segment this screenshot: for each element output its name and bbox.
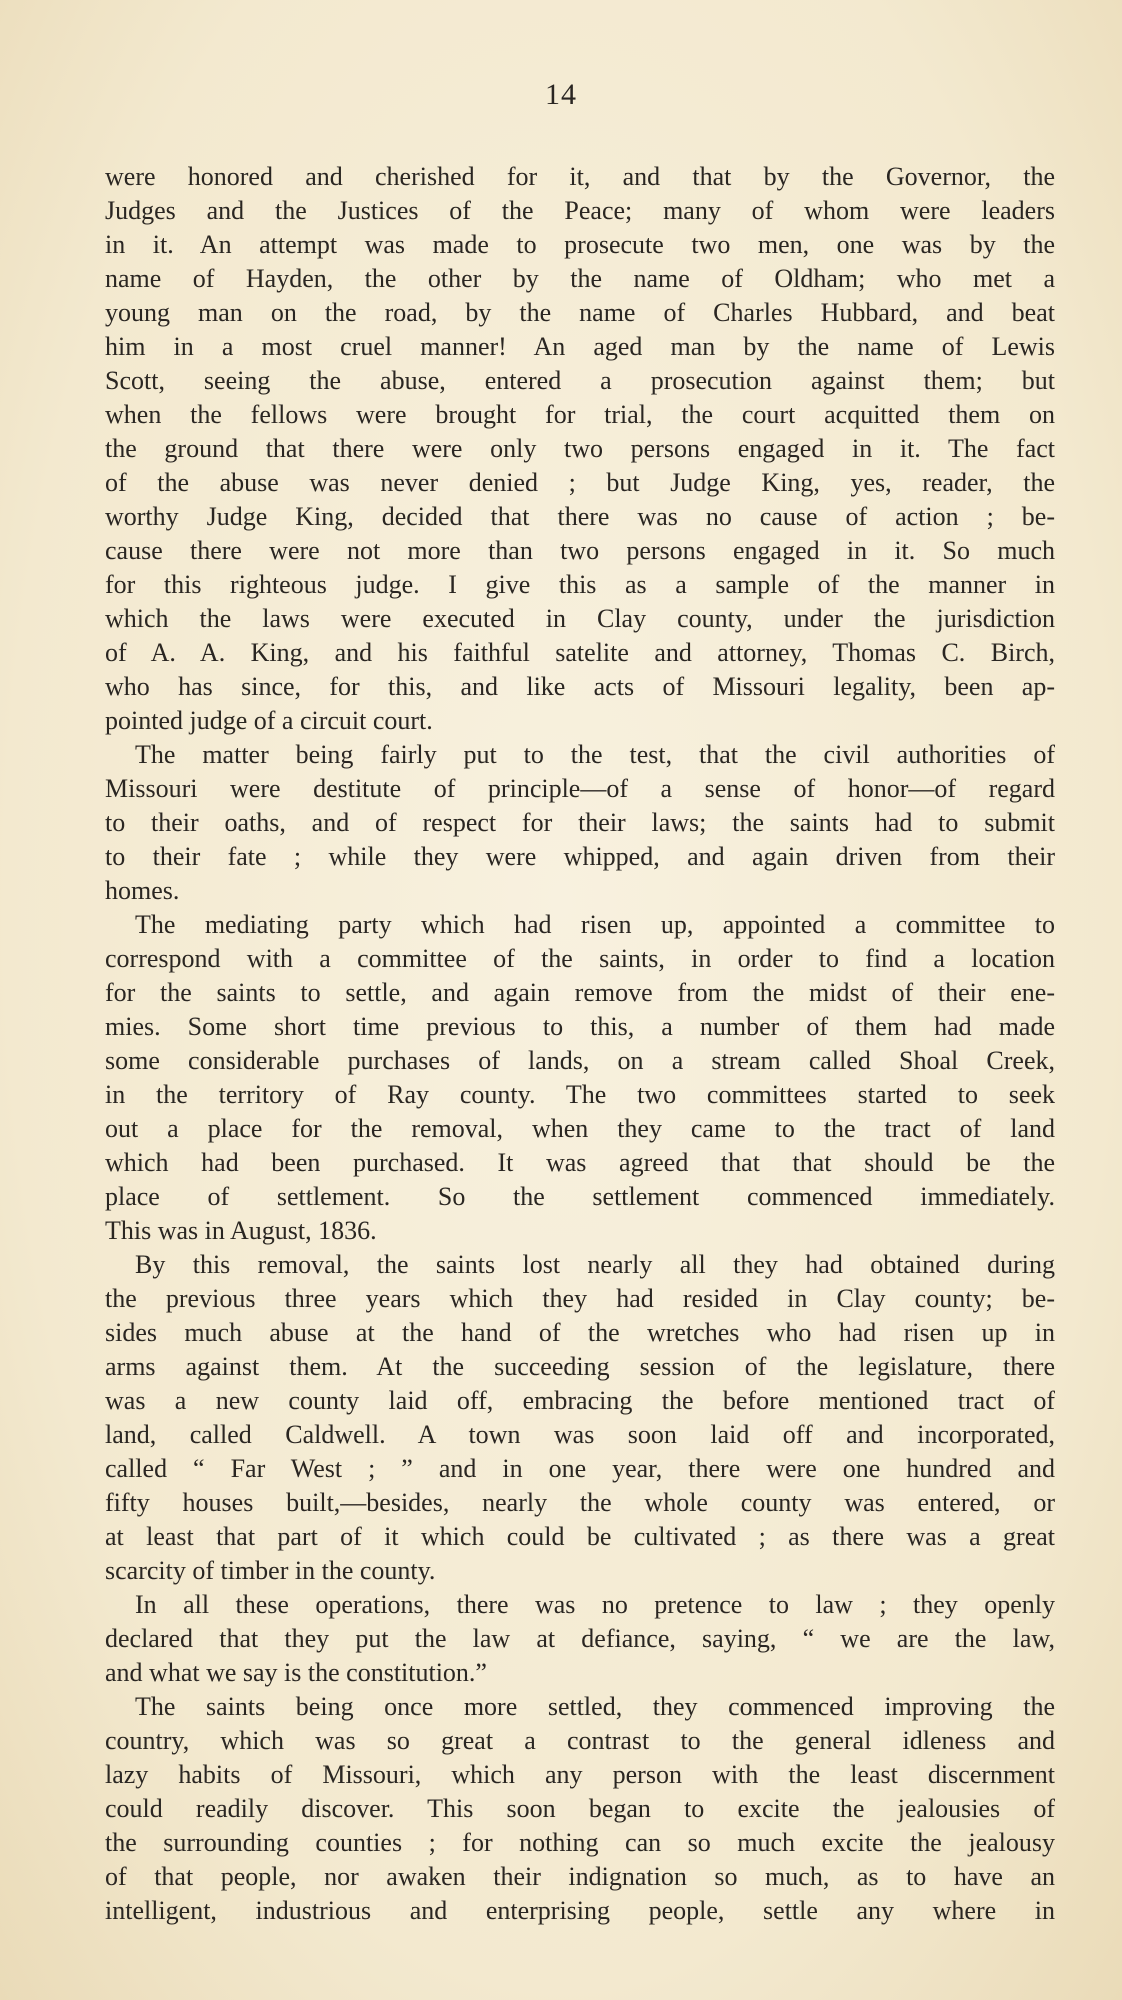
- text-line: intelligent, industrious and enterprising people, settle any where in: [105, 1896, 1055, 1925]
- text-line: pointed judge of a circuit court.: [105, 706, 433, 735]
- text-line: declared that they put the law at defiance, saying, “ we are the law,: [105, 1624, 1055, 1653]
- text-line: mies. Some short time previous to this, a number of them had made: [105, 1012, 1055, 1041]
- paragraph: [105, 908, 1055, 1248]
- text-line: name of Hayden, the other by the name of Oldham; who met a: [105, 264, 1055, 293]
- text-line: young man on the road, by the name of Charles Hubbard, and beat: [105, 298, 1055, 327]
- paragraph: [105, 1588, 1055, 1690]
- text-line: lazy habits of Missouri, which any person with the least discernment: [105, 1760, 1055, 1789]
- text-line: which the laws were executed in Clay county, under the jurisdiction: [105, 604, 1055, 633]
- text-line: of A. A. King, and his faithful satelite and attorney, Thomas C. Birch,: [105, 638, 1055, 667]
- text-line: arms against them. At the succeeding session of the legislature, there: [105, 1352, 1055, 1381]
- text-line: In all these operations, there was no pretence to law ; they openly: [135, 1590, 1055, 1619]
- text-line: when the fellows were brought for trial, the court acquitted them on: [105, 400, 1055, 429]
- text-line: the previous three years which they had resided in Clay county; be-: [105, 1284, 1055, 1313]
- text-line: of the abuse was never denied ; but Judge King, yes, reader, the: [105, 468, 1055, 497]
- text-line: him in a most cruel manner! An aged man by the name of Lewis: [105, 332, 1055, 361]
- text-line: of that people, nor awaken their indignation so much, as to have an: [105, 1862, 1055, 1891]
- text-line: to their fate ; while they were whipped, and again driven from their: [105, 842, 1055, 871]
- text-line: which had been purchased. It was agreed that that should be the: [105, 1148, 1055, 1177]
- text-line: were honored and cherished for it, and that by the Governor, the: [105, 162, 1055, 191]
- text-line: fifty houses built,—besides, nearly the whole county was entered, or: [105, 1488, 1055, 1517]
- text-line: By this removal, the saints lost nearly all they had obtained during: [135, 1250, 1055, 1279]
- text-line: land, called Caldwell. A town was soon laid off and incorporated,: [105, 1420, 1055, 1449]
- text-line: The mediating party which had risen up, appointed a committee to: [135, 910, 1055, 939]
- text-line: in it. An attempt was made to prosecute two men, one was by the: [105, 230, 1055, 259]
- text-line: This was in August, 1836.: [105, 1216, 377, 1245]
- text-line: place of settlement. So the settlement commenced immediately.: [105, 1182, 1055, 1211]
- text-line: The saints being once more settled, they commenced improving the: [135, 1692, 1055, 1721]
- body-text: [105, 160, 1055, 1928]
- text-line: Missouri were destitute of principle—of a sense of honor—of regard: [105, 774, 1055, 803]
- text-line: in the territory of Ray county. The two committees started to seek: [105, 1080, 1055, 1109]
- text-line: correspond with a committee of the saints, in order to find a location: [105, 944, 1055, 973]
- text-line: scarcity of timber in the county.: [105, 1556, 436, 1585]
- text-line: at least that part of it which could be cultivated ; as there was a great: [105, 1522, 1055, 1551]
- text-line: some considerable purchases of lands, on a stream called Shoal Creek,: [105, 1046, 1055, 1075]
- text-line: and what we say is the constitution.”: [105, 1658, 487, 1687]
- text-line: called “ Far West ; ” and in one year, there were one hundred and: [105, 1454, 1055, 1483]
- text-line: country, which was so great a contrast to the general idleness and: [105, 1726, 1055, 1755]
- paragraph: [105, 160, 1055, 738]
- text-line: worthy Judge King, decided that there was no cause of action ; be-: [105, 502, 1055, 531]
- text-line: to their oaths, and of respect for their laws; the saints had to submit: [105, 808, 1055, 837]
- page-number: 14: [545, 78, 577, 111]
- paragraph: [105, 738, 1055, 908]
- text-line: sides much abuse at the hand of the wretches who had risen up in: [105, 1318, 1055, 1347]
- paragraph: [105, 1248, 1055, 1588]
- text-line: cause there were not more than two persons engaged in it. So much: [105, 536, 1055, 565]
- text-line: Judges and the Justices of the Peace; many of whom were leaders: [105, 196, 1055, 225]
- text-line: homes.: [105, 876, 180, 905]
- text-line: could readily discover. This soon began to excite the jealousies of: [105, 1794, 1055, 1823]
- text-line: for this righteous judge. I give this as a sample of the manner in: [105, 570, 1055, 599]
- text-line: the ground that there were only two persons engaged in it. The fact: [105, 434, 1055, 463]
- text-line: for the saints to settle, and again remove from the midst of their ene-: [105, 978, 1055, 1007]
- text-line: was a new county laid off, embracing the before mentioned tract of: [105, 1386, 1055, 1415]
- text-line: The matter being fairly put to the test, that the civil authorities of: [135, 740, 1055, 769]
- text-line: out a place for the removal, when they came to the tract of land: [105, 1114, 1055, 1143]
- text-line: Scott, seeing the abuse, entered a prosecution against them; but: [105, 366, 1055, 395]
- text-line: the surrounding counties ; for nothing can so much excite the jealousy: [105, 1828, 1055, 1857]
- text-line: who has since, for this, and like acts of Missouri legality, been ap-: [105, 672, 1055, 701]
- paragraph: [105, 1690, 1055, 1928]
